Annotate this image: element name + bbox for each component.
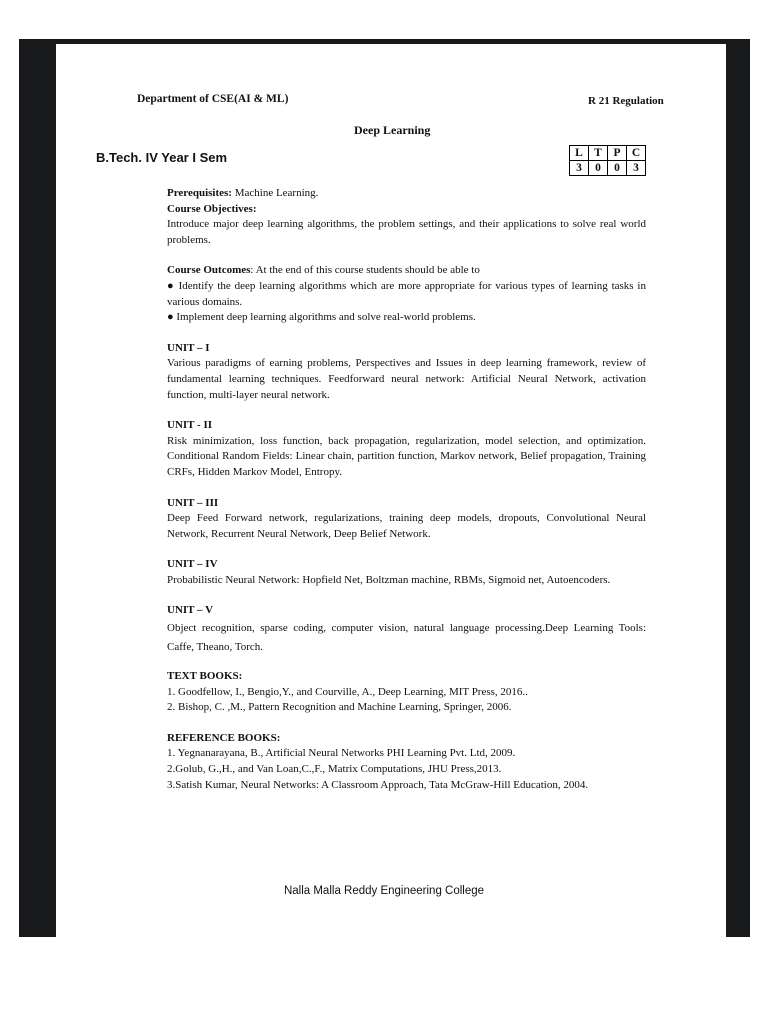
textbooks-heading: TEXT BOOKS:: [167, 670, 243, 683]
college-footer: Nalla Malla Reddy Engineering College: [283, 885, 485, 897]
prerequisites-text: Machine Learning.: [231, 187, 319, 199]
textbook-item: 1. Goodfellow, I., Bengio,Y., and Courville, A., Deep Learning, MIT Press, 2016..: [167, 685, 528, 698]
prerequisites-label: Prerequisites:: [167, 187, 232, 199]
semester-label: B.Tech. IV Year I Sem: [96, 150, 228, 165]
unit-text: Deep Feed Forward network, regularizations, training deep models, dropouts, Convolutional Neural Network, Recurrent Neural Network, Deep Belief Network.: [167, 512, 646, 540]
ltpc-header-cell: C: [627, 146, 646, 161]
unit-text: Risk minimization, loss function, back propagation, regularization, model selection, and optimization. Conditional Random Fields: Linear chain, partition function, Markov network, Belief propagation, Training CRFs, Hidden Markov Model, Entropy.: [167, 434, 646, 478]
objectives-heading: Course Objectives:: [167, 202, 257, 215]
ltpc-header-cell: P: [608, 146, 627, 161]
ltpc-table: [569, 145, 646, 176]
reference-item: 2.Golub, G.,H., and Van Loan,C.,F., Matrix Computations, JHU Press,2013.: [167, 763, 502, 776]
references-heading: REFERENCE BOOKS:: [167, 731, 281, 744]
syllabus-body: [167, 186, 646, 793]
unit-title: UNIT – IV: [167, 558, 218, 571]
ltpc-header-row: [570, 146, 646, 161]
unit-text: Object recognition, sparse coding, computer vision, natural language processing.Deep Learning Tools: Caffe, Theano, Torch.: [167, 622, 646, 654]
unit-title: UNIT - II: [167, 419, 213, 432]
objectives-text: Introduce major deep learning algorithms, the problem settings, and their applications to solve real world problems.: [167, 218, 646, 246]
department-label: Department of CSE(AI & ML): [137, 93, 289, 105]
unit-title: UNIT – III: [167, 496, 219, 509]
regulation-label: R 21 Regulation: [588, 95, 664, 107]
ltpc-value-row: [570, 161, 646, 176]
unit-title: UNIT – I: [167, 341, 210, 354]
reference-item: 1. Yegnanarayana, B., Artificial Neural Networks PHI Learning Pvt. Ltd, 2009.: [167, 747, 516, 760]
ltpc-header-cell: T: [589, 146, 608, 161]
reference-item: 3.Satish Kumar, Neural Networks: A Classroom Approach, Tata McGraw-Hill Education, 2004.: [167, 778, 589, 791]
course-title: Deep Learning: [354, 123, 431, 137]
textbook-item: 2. Bishop, C. ,M., Pattern Recognition and Machine Learning, Springer, 2006.: [167, 701, 512, 714]
outcome-item: ● Implement deep learning algorithms and solve real-world problems.: [167, 311, 476, 324]
ltpc-value-cell: 3: [627, 161, 646, 176]
outcome-item: ● Identify the deep learning algorithms which are more appropriate for various types of learning tasks in various domains.: [167, 279, 646, 308]
ltpc-value-cell: 0: [608, 161, 627, 176]
prerequisites: [167, 186, 646, 202]
outcomes-label: Course Outcomes: [167, 264, 251, 277]
ltpc-value-cell: 0: [589, 161, 608, 176]
outcomes-intro: Course Outcomes: At the end of this course students should be able to: [167, 264, 480, 277]
unit-title: UNIT – V: [167, 604, 214, 617]
ltpc-value-cell: 3: [570, 161, 589, 176]
ltpc-header-cell: L: [570, 146, 589, 161]
unit-text: Various paradigms of earning problems, Perspectives and Issues in deep learning framework, review of fundamental learning techniques. Feedforward neural network: Artificial Neural Network, activation function, multi-layer neural network.: [167, 357, 646, 401]
unit-text: Probabilistic Neural Network: Hopfield Net, Boltzman machine, RBMs, Sigmoid net, Autoencoders.: [167, 573, 611, 586]
